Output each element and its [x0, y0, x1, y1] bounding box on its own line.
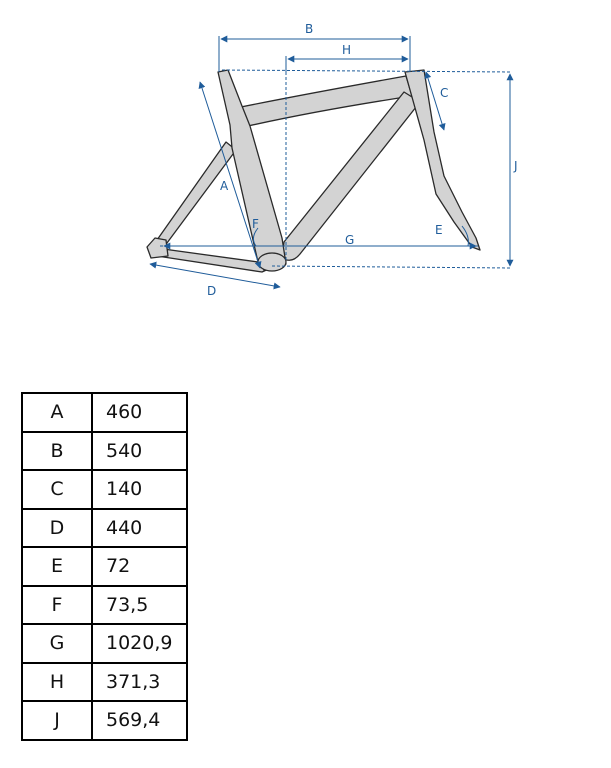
table-row [22, 432, 187, 471]
geometry-key: H [22, 663, 92, 702]
geometry-key: E [22, 547, 92, 586]
geometry-table-body [22, 393, 187, 740]
label-b: B [305, 22, 314, 36]
table-row [22, 509, 187, 548]
label-d: D [207, 284, 217, 298]
geometry-key: J [22, 701, 92, 740]
label-g: G [345, 233, 355, 247]
label-a: A [220, 179, 229, 193]
label-j: J [514, 159, 518, 173]
rear-dropout [147, 238, 168, 258]
label-c: C [440, 86, 449, 100]
label-f: F [252, 217, 259, 231]
table-row [22, 663, 187, 702]
geometry-key: C [22, 470, 92, 509]
frame-geometry-diagram [0, 0, 611, 330]
label-e: E [435, 223, 443, 237]
geometry-value: 140 [92, 470, 187, 509]
table-row [22, 470, 187, 509]
bottom-bracket [258, 253, 286, 271]
geometry-value: 371,3 [92, 663, 187, 702]
geometry-key: D [22, 509, 92, 548]
table-row [22, 393, 187, 432]
geometry-value: 569,4 [92, 701, 187, 740]
geometry-key: B [22, 432, 92, 471]
table-row [22, 586, 187, 625]
geometry-table [21, 392, 188, 741]
table-row [22, 701, 187, 740]
geometry-key: G [22, 624, 92, 663]
geometry-key: F [22, 586, 92, 625]
geometry-value: 540 [92, 432, 187, 471]
label-h: H [342, 43, 352, 57]
bike-frame [147, 70, 480, 272]
geometry-value: 1020,9 [92, 624, 187, 663]
geometry-key: A [22, 393, 92, 432]
table-row [22, 624, 187, 663]
geometry-value: 460 [92, 393, 187, 432]
geometry-value: 73,5 [92, 586, 187, 625]
geometry-value: 440 [92, 509, 187, 548]
geometry-value: 72 [92, 547, 187, 586]
table-row [22, 547, 187, 586]
dimension-lines [150, 36, 512, 287]
